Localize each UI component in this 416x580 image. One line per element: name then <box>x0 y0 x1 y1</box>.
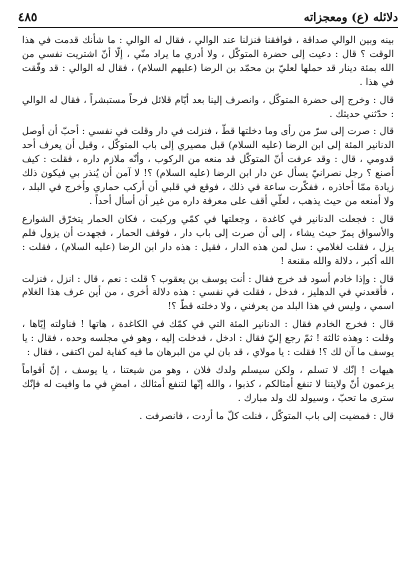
paragraph: قال : صرت إلى سرّ من رأى وما دخلتها قطّ ، فنزلت في دار وقلت في نفسي : أحبّ أن أوصل الدنانير المئة إلى ابن الرضا (عليه السلام) قبل مصيري إلى باب المتوكّل ، وقبل أن يعرف أحد قدومي ، قال : وقد عرفت أنّ المتوكّل قد منعه من الركوب ، وأنّه ملازم داره ، فقلت : كيف أصنع ؟ رجل نصرانيّ يسأل عن دار ابن الرضا (عليه السلام) ؟! لا آمن أن يُنذر بي فيكون ذلك زيادة ممّا أحاذره ، ففكّرت ساعة في ذلك ، فوقع في قلبي أن أركب حماري وأخرج في البلد ، ولا أمنعه من حيث يذهب ، لعلّي أقف على معرفة داره من غير أن أسأل أحداً . <box>22 126 394 207</box>
header-rule <box>18 27 398 28</box>
page-number: ٤٨٥ <box>18 10 38 24</box>
page-header <box>18 8 398 26</box>
paragraph: بينه وبين الوالي صداقة ، فوافقنا فنزلنا عند الوالي ، فقال له الوالي : ما شأنك قدمت في هذا الوقت ؟ قال : دعيت إلى حضرة المتوكّل ، ولا أدري ما يراد منّي ، إلّا أنّ اشتريت نفسي من الله بمئة دينار قد حملها لعليّ بن محمّد بن الرضا (عليهم السلام) ، فقال له الوالي : قد وفّقت في هذا . <box>22 35 394 88</box>
paragraph: قال : وإذا خادم أسود قد خرج فقال : أنت يوسف بن يعقوب ؟ قلت : نعم ، قال : انزل ، فنزلت ، فأقعدني في الدهليز ، فدخل ، فقلت في نفسي : هذه دلالة أخرى ، من أين عرف هذا الغلام اسمي ، وليس في هذا البلد من يعرفني ، ولا دخلته قطّ ؟! <box>22 273 394 313</box>
paragraph: قال : فخرج الخادم فقال : الدنانير المئة التي في كمّك في الكاغدة ، هاتها ! فناولته إيّاها ، وقلت : وهذه ثالثة ! ثمّ رجع إليّ فقال : ادخل ، فدخلت إليه ، وهو في مجلسه وحده ، فقال : يا يوسف ما آن لك ؟! فقلت : يا مولاي ، قد بان لي من البرهان ما فيه كفاية لمن اكتفى ، فقال : <box>22 319 394 359</box>
paragraph: قال : فجعلت الدنانير في كاغدة ، وجعلتها في كمّي وركبت ، فكان الحمار يتخرّق الشوارع والأسواق يمرّ حيث يشاء ، إلى أن صرت إلى باب دار ، فوقف الحمار ، فجهدت أن يزول فلم يزل ، فقلت لغلامي : سل لمن هذه الدار ، فقيل : هذه دار ابن الرضا (عليه السلام) ، فقلت : الله أكبر ، دلالة والله مقنعة ! <box>22 213 394 267</box>
page-body <box>22 34 394 574</box>
paragraph: هيهات ! إنّك لا تسلم ، ولكن سيسلم ولدك فلان ، وهو من شيعتنا ، يا يوسف ، إنّ أقواماً يزعمون أنّ ولايتنا لا تنفع أمثالكم ، كذبوا ، والله إنّها لتنفع أمثالك ، امضِ في ما وافيت له فإنّك سترى ما تحبّ ، وسيولد لك ولد مبارك . <box>22 364 394 404</box>
paragraph: قال : وخرج إلى حضرة المتوكّل ، وانصرف إلينا بعد أيّام قلائل فرحاً مستبشراً ، فقال له الوالي : حدّثني حديثك . <box>22 94 394 120</box>
paragraph: قال : فمضيت إلى باب المتوكّل ، فنلت كلّ ما أردت ، فانصرفت . <box>139 410 394 422</box>
running-title: دلائله (ع) ومعجزاته <box>303 10 398 24</box>
